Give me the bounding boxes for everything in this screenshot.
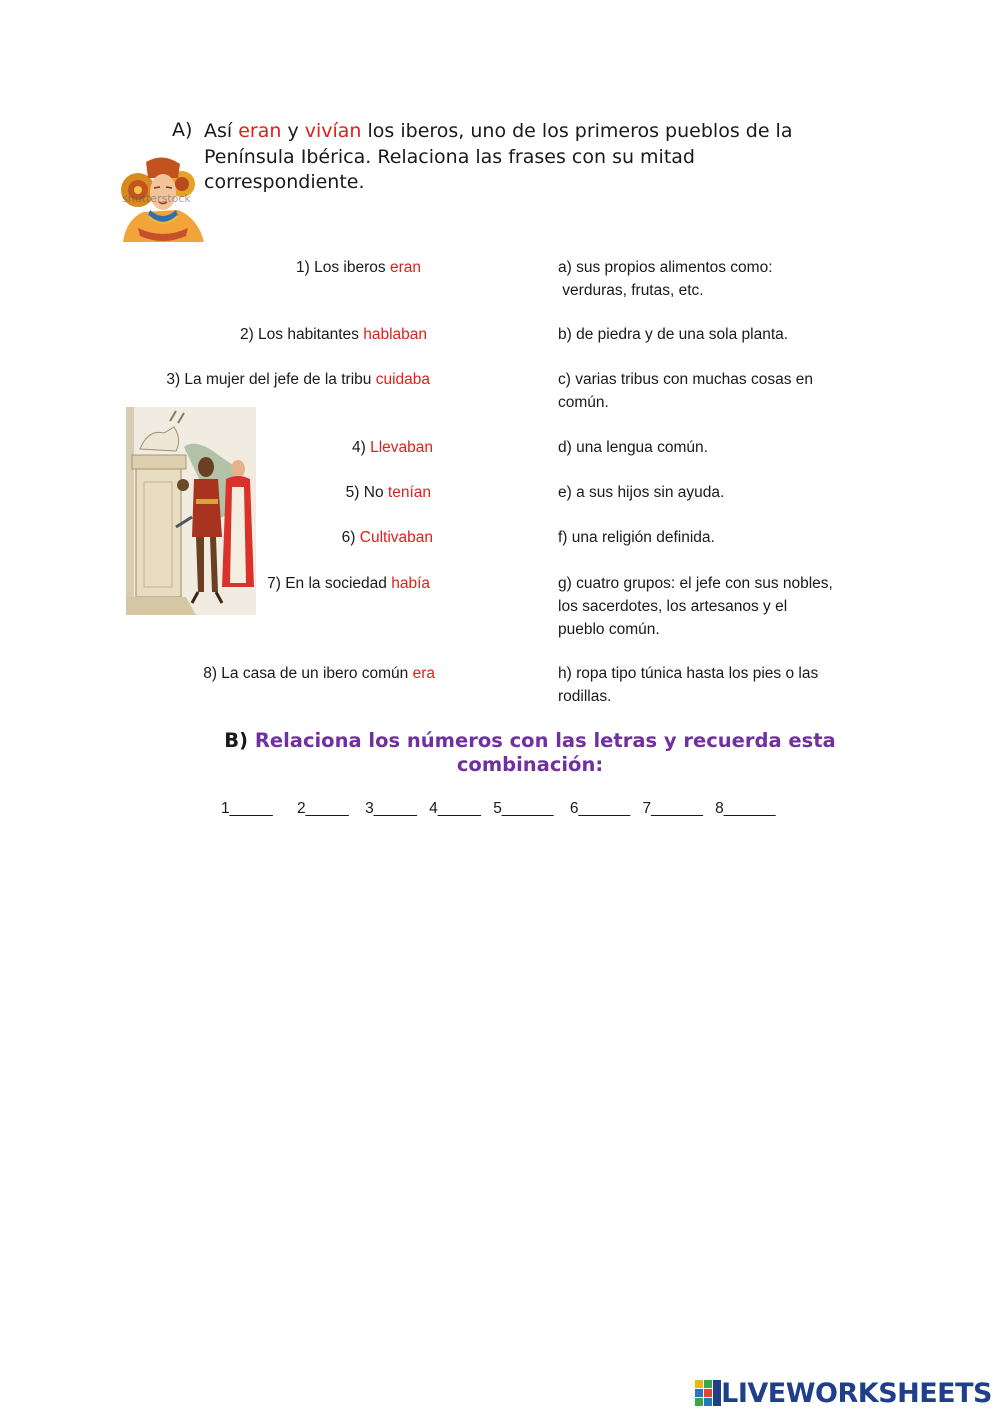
liveworksheets-brand: LIVEWORKSHEETS xyxy=(721,1377,992,1409)
dama-de-elche-image xyxy=(118,150,208,250)
right-item-h xyxy=(558,662,878,708)
left-item-keyword: era xyxy=(412,665,435,682)
right-item-line: g) cuatro grupos: el jefe con sus nobles, xyxy=(558,575,833,592)
intro-text-1: Así xyxy=(204,120,239,142)
left-item-5 xyxy=(346,481,431,504)
left-item-keyword: Cultivaban xyxy=(359,529,433,546)
right-item-line: f) una religión definida. xyxy=(558,529,715,546)
liveworksheets-logo-icon xyxy=(695,1380,721,1406)
right-item-c xyxy=(558,368,878,414)
left-item-4 xyxy=(352,436,433,459)
left-item-keyword: eran xyxy=(389,259,421,276)
image-watermark: shutterstock xyxy=(122,192,191,205)
right-item-line: d) una lengua común. xyxy=(558,439,708,456)
left-item-text: 2) Los habitantes xyxy=(239,326,364,343)
section-b-label: B) xyxy=(224,729,249,752)
section-b-text-line1: Relaciona los números con las letras y recuerda esta xyxy=(254,729,836,752)
left-item-keyword: hablaban xyxy=(363,326,427,343)
left-item-2 xyxy=(240,323,427,346)
right-item-line: común. xyxy=(558,394,609,411)
right-item-a xyxy=(558,256,878,302)
answer-blank-7[interactable]: 7______ xyxy=(642,800,703,817)
right-item-line: los sacerdotes, los artesanos y el xyxy=(558,598,788,615)
left-item-8 xyxy=(203,662,435,685)
left-item-3 xyxy=(166,368,430,391)
intro-keyword-vivian: vivían xyxy=(304,120,362,142)
answer-blank-8[interactable]: 8______ xyxy=(715,800,776,817)
section-b-text-line2: combinación: xyxy=(456,753,604,776)
right-item-line: a) sus propios alimentos como: xyxy=(558,259,773,276)
intro-text-2: y xyxy=(281,120,305,142)
left-item-text: 8) La casa de un ibero común xyxy=(203,665,413,682)
right-item-b xyxy=(558,323,878,346)
answer-row xyxy=(221,800,776,818)
left-item-text: 6) xyxy=(341,529,360,546)
left-item-1 xyxy=(296,256,421,279)
left-item-text: 1) Los iberos xyxy=(296,259,390,276)
intro-keyword-eran: eran xyxy=(238,120,282,142)
left-item-text: 4) xyxy=(351,439,371,456)
right-item-line: h) ropa tipo túnica hasta los pies o las xyxy=(558,665,819,682)
section-b-instructions xyxy=(150,729,910,777)
answer-blank-1[interactable]: 1_____ xyxy=(221,800,273,817)
right-item-g xyxy=(558,572,878,641)
left-item-keyword: había xyxy=(391,575,430,592)
section-a-instructions xyxy=(204,119,844,196)
section-a-label: A) xyxy=(172,119,193,141)
right-item-line: c) varias tribus con muchas cosas en xyxy=(558,371,813,388)
right-item-line: e) a sus hijos sin ayuda. xyxy=(558,484,725,501)
left-item-keyword: tenían xyxy=(387,484,431,501)
answer-blank-6[interactable]: 6______ xyxy=(569,800,631,817)
right-item-line: verduras, frutas, etc. xyxy=(558,282,704,299)
answer-blank-3[interactable]: 3_____ xyxy=(365,800,417,817)
answer-blank-2[interactable]: 2_____ xyxy=(297,800,349,817)
iberian-people-image xyxy=(126,407,256,615)
left-item-keyword: Llevaban xyxy=(370,439,433,456)
right-item-line: pueblo común. xyxy=(558,621,660,638)
right-item-f xyxy=(558,526,878,549)
left-item-7 xyxy=(267,572,430,595)
liveworksheets-logo[interactable] xyxy=(695,1377,992,1409)
intro-text-3: los iberos, uno de los primeros pueblos de la Península Ibérica. Relaciona las frases con su mitad correspondiente. xyxy=(204,120,793,193)
left-item-6 xyxy=(342,526,433,549)
answer-blank-4[interactable]: 4_____ xyxy=(429,800,481,817)
left-item-text: 5) No xyxy=(345,484,388,501)
left-item-text: 3) La mujer del jefe de la tribu xyxy=(166,371,376,388)
right-item-line: rodillas. xyxy=(558,688,612,705)
left-item-keyword: cuidaba xyxy=(375,371,430,388)
right-item-d xyxy=(558,436,878,459)
answer-blank-5[interactable]: 5______ xyxy=(493,800,554,817)
right-item-line: b) de piedra y de una sola planta. xyxy=(558,326,789,343)
left-item-text: 7) En la sociedad xyxy=(267,575,392,592)
right-item-e xyxy=(558,481,878,504)
